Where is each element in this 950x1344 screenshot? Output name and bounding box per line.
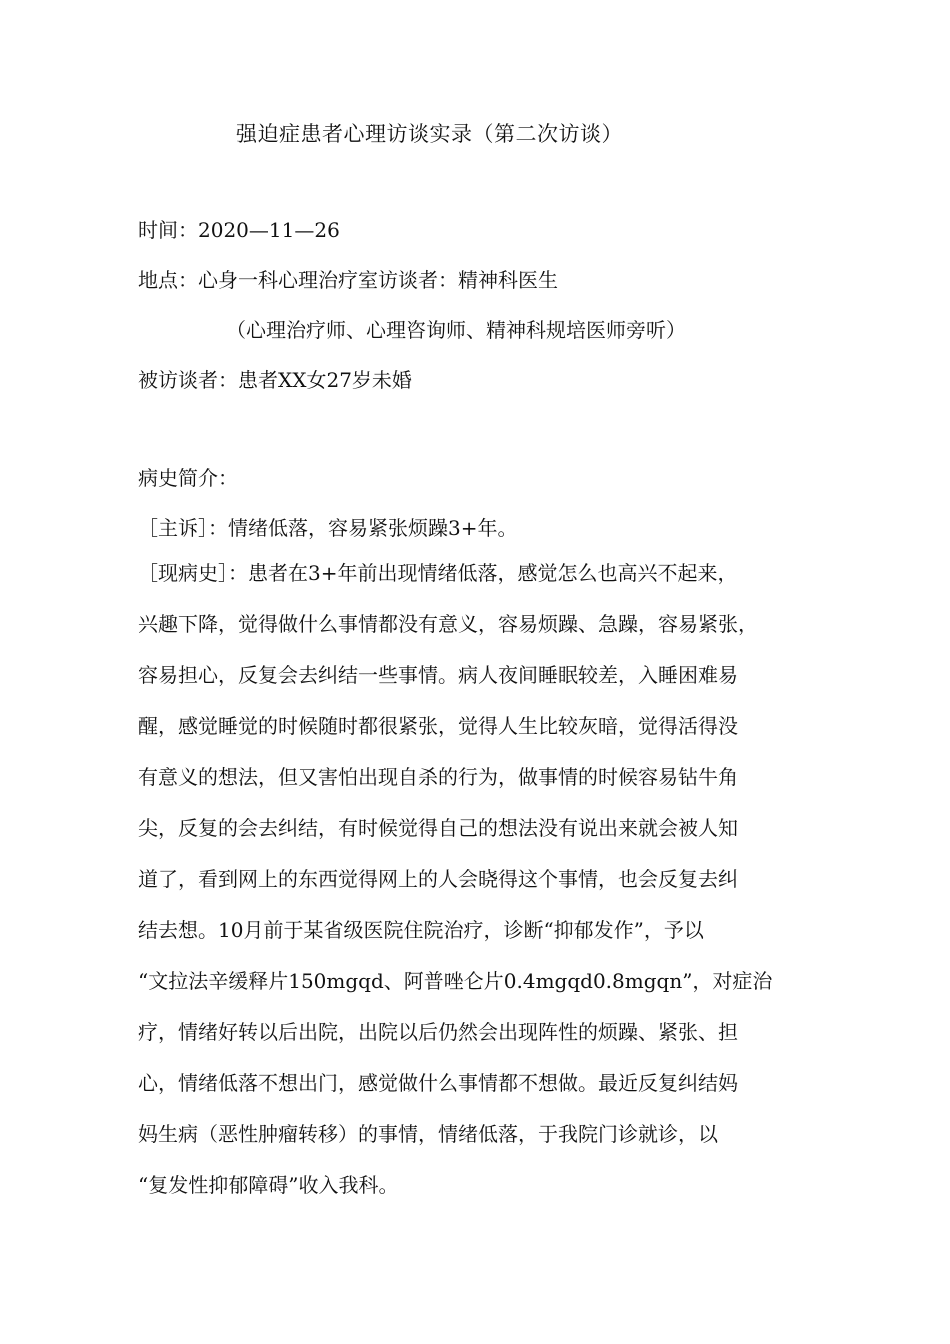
present-illness-line: 醒，感觉睡觉的时候随时都很紧张，觉得人生比较灰暗，觉得活得没 — [138, 714, 738, 738]
present-illness-line: 疗，情绪好转以后出院，出院以后仍然会出现阵性的烦躁、紧张、担 — [138, 1020, 738, 1044]
present-illness-line: 妈生病（恶性肿瘤转移）的事情，情绪低落，于我院门诊就诊，以 — [138, 1122, 718, 1146]
chief-complaint: ［主诉］：情绪低落，容易紧张烦躁3+年。 — [138, 516, 518, 540]
history-heading: 病史简介： — [138, 466, 238, 490]
present-illness-line: “复发性抑郁障碍”收入我科。 — [138, 1173, 399, 1197]
interview-location: 地点：心身一科心理治疗室访谈者：精神科医生 — [138, 268, 558, 292]
present-illness-line: 兴趣下降，觉得做什么事情都没有意义，容易烦躁、急躁，容易紧张， — [138, 612, 758, 636]
interview-time: 时间：2020—11—26 — [138, 218, 340, 242]
present-illness-line: 有意义的想法，但又害怕出现自杀的行为，做事情的时候容易钻牛角 — [138, 765, 738, 789]
present-illness-line: “文拉法辛缓释片150mgqd、阿普唑仑片0.4mgqd0.8mgqn”，对症治 — [138, 969, 773, 993]
present-illness-line: ［现病史］：患者在3+年前出现情绪低落，感觉怎么也高兴不起来， — [138, 561, 738, 585]
present-illness-line: 容易担心，反复会去纠结一些事情。病人夜间睡眠较差，入睡困难易 — [138, 663, 738, 687]
present-illness-line: 结去想。10月前于某省级医院住院治疗，诊断“抑郁发作”，予以 — [138, 918, 704, 942]
interviewee-info: 被访谈者：患者XX女27岁未婚 — [138, 368, 412, 392]
present-illness-line: 尖，反复的会去纠结，有时候觉得自己的想法没有说出来就会被人知 — [138, 816, 738, 840]
present-illness-line: 道了，看到网上的东西觉得网上的人会晓得这个事情，也会反复去纠 — [138, 867, 738, 891]
present-illness-line: 心，情绪低落不想出门，感觉做什么事情都不想做。最近反复纠结妈 — [138, 1071, 738, 1095]
present-illness — [138, 548, 824, 1211]
interview-observers: （心理治疗师、心理咨询师、精神科规培医师旁听） — [226, 318, 686, 342]
document-title: 强迫症患者心理访谈实录（第二次访谈） — [236, 122, 623, 146]
